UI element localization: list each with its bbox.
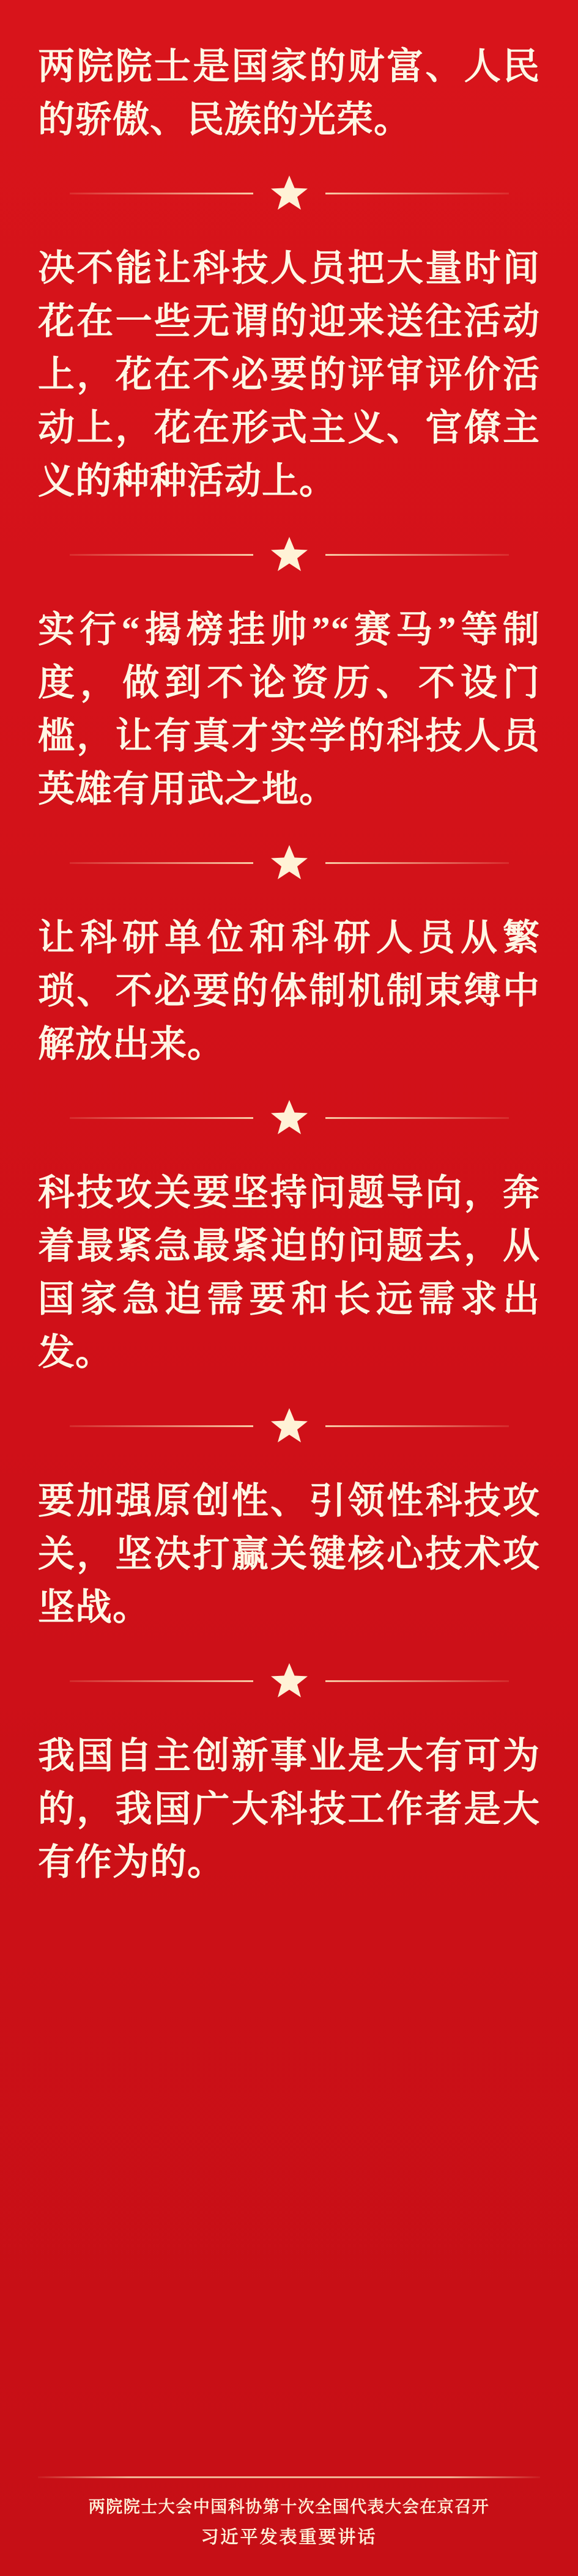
divider-line-left [70, 193, 253, 194]
divider-line-left [70, 1680, 253, 1682]
divider-2 [38, 536, 540, 573]
footer-divider [38, 2476, 540, 2478]
quote-text: 要加强原创性、引领性科技攻关，坚决打赢关键核心技术攻坚战。 [38, 1481, 540, 1628]
divider-line-right [325, 1117, 509, 1119]
divider-4 [38, 1099, 540, 1136]
quote-block-3 [38, 600, 540, 816]
quote-block-7 [38, 1726, 540, 1889]
divider-line-left [70, 862, 253, 864]
divider-line-right [325, 193, 509, 194]
divider-6 [38, 1663, 540, 1699]
quote-block-6 [38, 1471, 540, 1634]
divider-line-right [325, 862, 509, 864]
footer-caption-line-1: 两院院士大会中国科协第十次全国代表大会在京召开 [88, 2498, 490, 2517]
quote-block-2 [38, 238, 540, 508]
divider-5 [38, 1408, 540, 1444]
quote-text: 我国自主创新事业是大有可为的，我国广大科技工作者是大有作为的。 [38, 1736, 540, 1883]
star-icon [269, 534, 309, 575]
divider-line-left [70, 1425, 253, 1427]
star-icon [269, 843, 309, 883]
star-icon [269, 1406, 309, 1446]
quote-text: 实行“揭榜挂帅”“赛马”等制度，做到不论资历、不设门槛，让有真才实学的科技人员英雄有用武之地。 [38, 610, 540, 810]
divider-3 [38, 844, 540, 881]
star-icon [269, 173, 309, 213]
footer-caption-line-2: 习近平发表重要讲话 [201, 2527, 377, 2547]
quote-block-5 [38, 1163, 540, 1379]
quote-text: 让科研单位和科研人员从繁琐、不必要的体制机制束缚中解放出来。 [38, 918, 540, 1065]
divider-line-left [70, 1117, 253, 1119]
quote-text: 决不能让科技人员把大量时间花在一些无谓的迎来送往活动上，花在不必要的评审评价活动上，花在形式主义、官僚主义的种种活动上。 [38, 248, 540, 501]
divider-line-right [325, 1680, 509, 1682]
divider-line-right [325, 554, 509, 556]
footer [38, 2448, 540, 2576]
divider-line-right [325, 1425, 509, 1427]
quote-block-1 [38, 37, 540, 147]
quote-block-4 [38, 908, 540, 1071]
divider-1 [38, 175, 540, 212]
star-icon [269, 1661, 309, 1701]
divider-line-left [70, 554, 253, 556]
star-icon [269, 1098, 309, 1138]
quote-text: 科技攻关要坚持问题导向，奔着最紧急最紧迫的问题去，从国家急迫需要和长远需求出发。 [38, 1173, 540, 1373]
quote-text: 两院院士是国家的财富、人民的骄傲、民族的光荣。 [38, 46, 540, 140]
